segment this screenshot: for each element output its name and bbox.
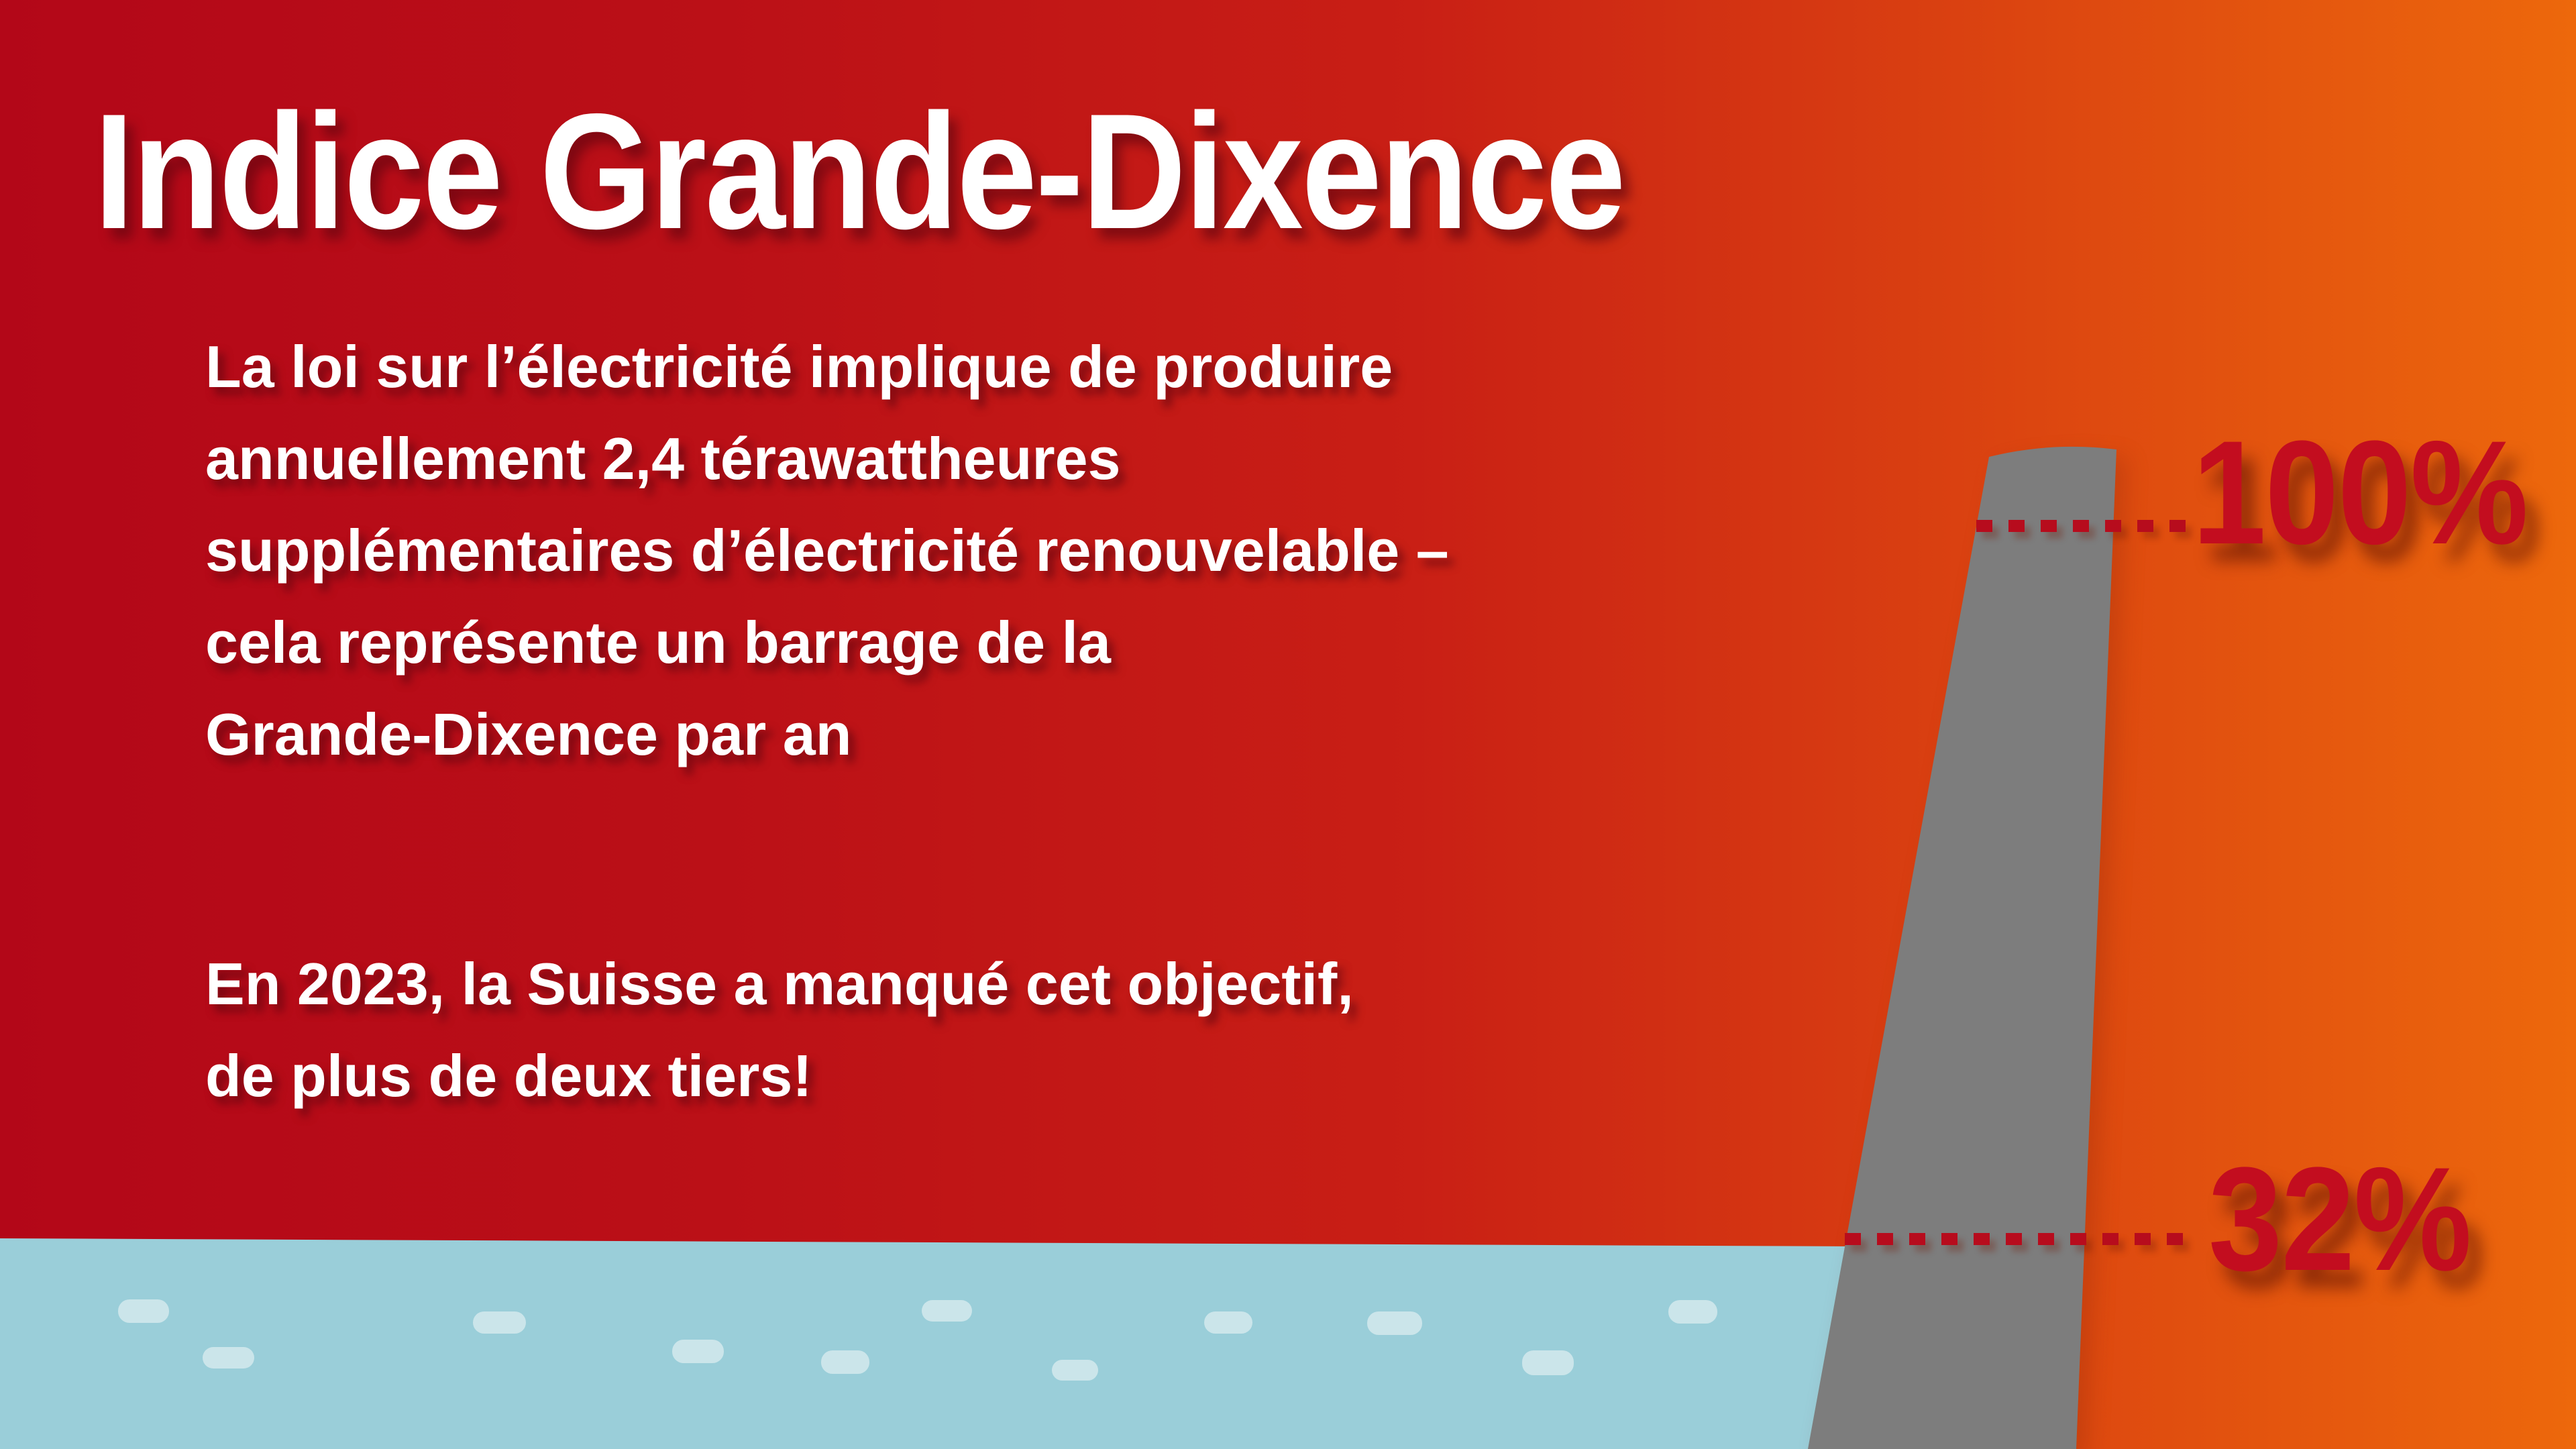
dotted-line-dash: [1941, 1233, 1957, 1245]
dotted-line-dash: [2135, 1233, 2151, 1245]
dotted-line-dash: [2006, 1233, 2022, 1245]
intro-paragraph: La loi sur l’électricité implique de produire annuellement 2,4 térawattheures supplémentaires d’électricité renouvelable – cela représente un barrage de la Grande-Dixence par an: [205, 333, 1449, 767]
target-percentage-label: 100%: [2192, 410, 2528, 575]
dotted-line-dash: [2105, 520, 2121, 532]
dotted-line-dash: [2137, 520, 2153, 532]
dotted-line-dash: [2102, 1233, 2118, 1245]
dotted-line-dash: [1909, 1233, 1925, 1245]
actual-level-dotted-line: [1845, 1233, 2183, 1245]
dotted-line-dash: [2167, 1233, 2183, 1245]
dam-shape: [1808, 447, 2116, 1449]
dotted-line-dash: [1974, 1233, 1990, 1245]
dotted-line-dash: [2070, 1233, 2086, 1245]
actual-percentage-label: 32%: [2208, 1136, 2471, 1301]
callout-paragraph: En 2023, la Suisse a manqué cet objectif, de plus de deux tiers!: [205, 951, 1354, 1109]
dotted-line-dash: [2008, 520, 2025, 532]
dotted-line-dash: [2169, 520, 2186, 532]
page-title: Indice Grande-Dixence: [94, 79, 1625, 263]
dotted-line-dash: [2038, 1233, 2054, 1245]
dotted-line-dash: [2073, 520, 2089, 532]
dotted-line-dash: [1976, 520, 1992, 532]
target-level-dotted-line: [1976, 520, 2186, 532]
dotted-line-dash: [2041, 520, 2057, 532]
dotted-line-dash: [1845, 1233, 1861, 1245]
dotted-line-dash: [1877, 1233, 1893, 1245]
